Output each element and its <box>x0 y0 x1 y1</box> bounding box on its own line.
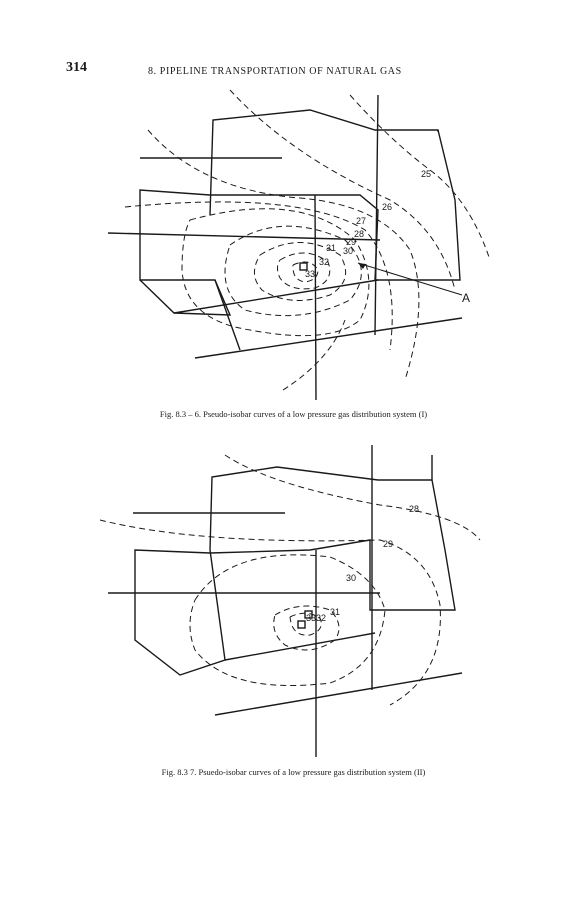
isobar-28 <box>182 209 369 336</box>
contour-label-30: 30 <box>346 573 357 583</box>
annotation-label-a: A <box>462 291 471 305</box>
annotation-arrow <box>358 263 462 295</box>
figure-2-drawing <box>0 435 587 765</box>
page-number: 314 <box>66 60 87 75</box>
contour-label-28: 28 <box>354 229 365 239</box>
contour-label-29: 29 <box>383 539 394 549</box>
isobar-27 <box>125 202 392 350</box>
figure-1-caption: Fig. 8.3 – 6. Pseudo-isobar curves of a low pressure gas distribution system (I) <box>159 409 428 419</box>
contour-label-31: 31 <box>330 607 341 617</box>
isobar-25 <box>350 95 490 260</box>
contour-label-32: 32 <box>316 613 327 623</box>
contour-label-32: 32 <box>319 257 330 267</box>
pipeline-outline <box>135 467 455 675</box>
contour-label-30: 30 <box>343 246 354 256</box>
source-station-2 <box>298 621 305 628</box>
pipeline-segment <box>108 233 380 240</box>
figure-1-drawing <box>0 80 587 405</box>
figure-2 <box>0 435 587 765</box>
contour-label-31: 31 <box>326 243 337 253</box>
contour-label-33: 33 <box>306 613 317 623</box>
running-head: 8. PIPELINE TRANSPORTATION OF NATURAL GAS <box>148 66 402 77</box>
pipeline-segment <box>215 673 462 715</box>
contour-label-26: 26 <box>382 202 393 212</box>
contour-label-29: 29 <box>346 237 357 247</box>
contour-label-27: 27 <box>356 216 367 226</box>
isobar-28 <box>225 455 480 540</box>
isobar-outer-lower <box>283 320 345 390</box>
figure-1 <box>0 80 587 405</box>
annotation-arrowhead <box>358 263 366 269</box>
figure-2-caption: Fig. 8.3 7. Psuedo-isobar curves of a low pressure gas distribution system (II) <box>161 767 426 777</box>
pipeline-segment <box>225 633 375 660</box>
contour-label-25: 25 <box>421 169 432 179</box>
contour-label-33: 33 <box>305 269 316 279</box>
contour-label-28: 28 <box>409 504 420 514</box>
pipeline-segment <box>174 280 378 313</box>
isobar-26b <box>148 130 419 380</box>
pipeline-segment <box>315 195 316 400</box>
